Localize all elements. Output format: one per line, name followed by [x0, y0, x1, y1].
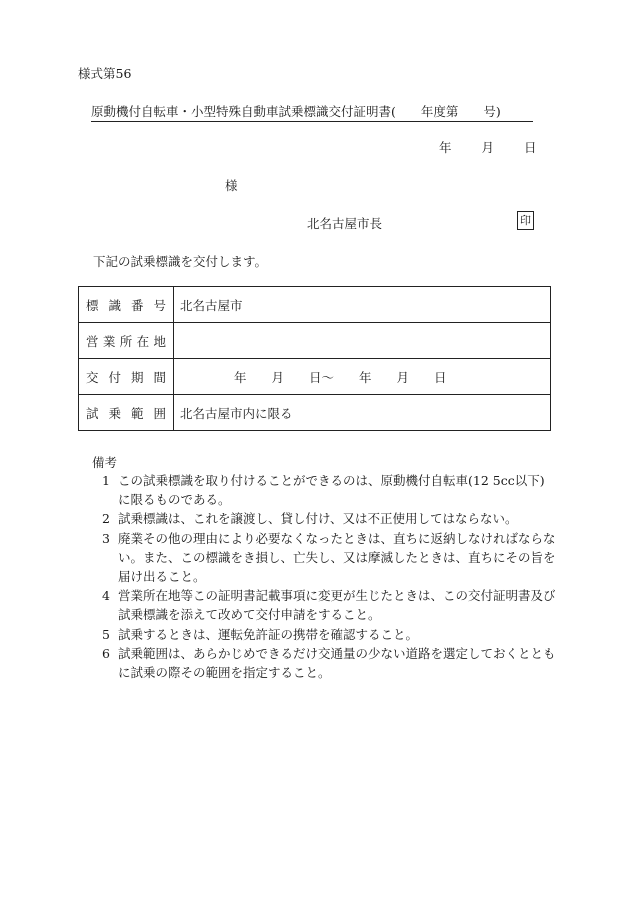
- notes-list: [96, 471, 556, 682]
- list-item: [96, 644, 556, 682]
- note-text: 試乗標識は、これを譲渡し、貸し付け、又は不正使用してはならない。: [118, 511, 518, 527]
- lead-text: 下記の試乗標識を交付します。: [93, 254, 268, 269]
- date-month-label: 月: [481, 140, 495, 155]
- note-number: 5: [102, 626, 110, 642]
- row-value-test-ride-area: 北名古屋市内に限る: [174, 395, 551, 431]
- row-value-office-address: [174, 323, 551, 359]
- addressee-suffix: 様: [225, 178, 238, 193]
- table-row: [79, 287, 551, 323]
- issue-date: [439, 138, 537, 156]
- note-text: 試乗するときは、運転免許証の携帯を確認すること。: [118, 626, 419, 642]
- row-value-issue-period: 年 月 日〜 年 月 日: [174, 359, 551, 395]
- notes-heading: 備考: [92, 455, 118, 470]
- note-text: 廃業その他の理由により必要なくなったときは、直ちに返納しなければならない。また、この標識をき損し、亡失し、又は摩滅したときは、直ちにその旨を届け出ること。: [118, 530, 556, 585]
- document-title: 原動機付自転車・小型特殊自動車試乗標識交付証明書( 年度第 号): [91, 102, 533, 122]
- note-text: 試乗範囲は、あらかじめできるだけ交通量の少ない道路を選定しておくとともに試乗の際その範囲を指定すること。: [118, 645, 556, 681]
- license-plate-table: [78, 286, 551, 431]
- note-text: 営業所在地等この証明書記載事項に変更が生じたときは、この交付証明書及び試乗標識を添えて改めて交付申請をすること。: [118, 588, 556, 623]
- form-number: 様式第56: [78, 66, 132, 81]
- note-number: 2: [102, 511, 110, 527]
- note-number: 3: [102, 530, 110, 546]
- issuer-name: 北名古屋市長: [307, 216, 383, 231]
- list-item: [96, 625, 556, 644]
- list-item: [96, 509, 556, 528]
- note-number: 4: [102, 588, 110, 604]
- row-label-test-ride-area: 試乗範囲: [86, 405, 166, 421]
- row-label-issue-period: 交付期間: [86, 369, 166, 385]
- table-row: [79, 323, 551, 359]
- list-item: [96, 586, 556, 624]
- note-text: この試乗標識を取り付けることができるのは、原動機付自転車(12 5cc以下)に限るものである。: [118, 473, 545, 508]
- table-row: [79, 359, 551, 395]
- note-number: 6: [102, 645, 110, 661]
- date-day-label: 日: [524, 140, 537, 155]
- list-item: [96, 471, 556, 509]
- row-label-office-address: 営業所在地: [86, 333, 166, 349]
- table-row: [79, 395, 551, 431]
- seal-mark: 印: [517, 211, 534, 230]
- note-number: 1: [102, 473, 110, 488]
- row-label-plate-number: 標識番号: [86, 297, 166, 313]
- list-item: [96, 529, 556, 587]
- row-value-plate-number: 北名古屋市: [174, 287, 551, 323]
- date-year-label: 年: [439, 140, 452, 155]
